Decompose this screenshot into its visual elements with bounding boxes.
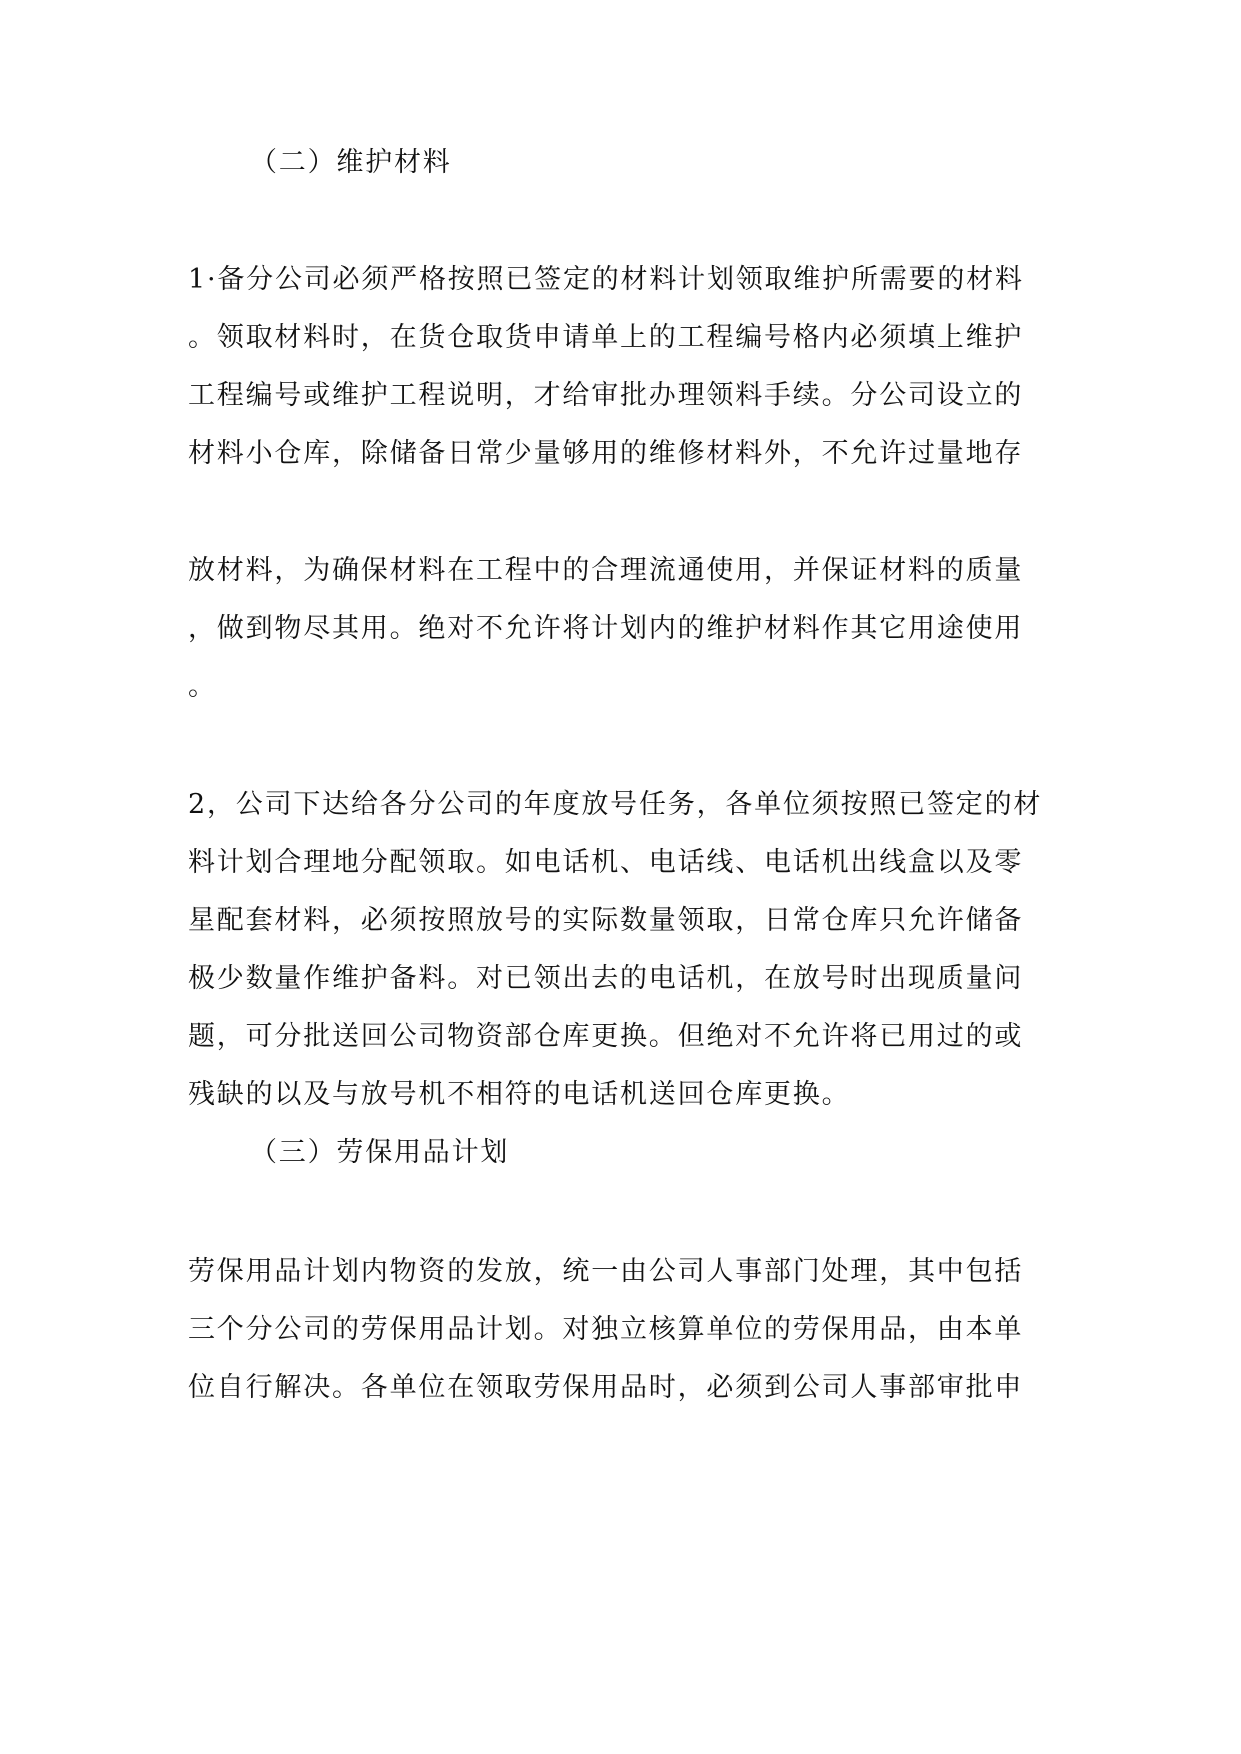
paragraph-line: 2，公司下达给各分公司的年度放号任务，各单位须按照已签定的材 <box>188 789 1043 820</box>
paragraph-line: 材料小仓库，除储备日常少量够用的维修材料外，不允许过量地存 <box>188 438 1024 469</box>
paragraph-line: 题，可分批送回公司物资部仓库更换。但绝对不允许将已用过的或 <box>188 1021 1024 1052</box>
paragraph-line: 位自行解决。各单位在领取劳保用品时，必须到公司人事部审批申 <box>188 1372 1024 1403</box>
paragraph-line: 料计划合理地分配领取。如电话机、电话线、电话机出线盒以及零 <box>188 847 1024 878</box>
paragraph-line: 残缺的以及与放号机不相符的电话机送回仓库更换。 <box>188 1079 851 1110</box>
paragraph-line: 星配套材料，必须按照放号的实际数量领取，日常仓库只允许储备 <box>188 905 1024 936</box>
paragraph-line: 放材料，为确保材料在工程中的合理流通使用，并保证材料的质量 <box>188 555 1024 586</box>
paragraph-line: 极少数量作维护备料。对已领出去的电话机，在放号时出现质量问 <box>188 963 1024 994</box>
paragraph-line: 三个分公司的劳保用品计划。对独立核算单位的劳保用品，由本单 <box>188 1314 1024 1345</box>
section-heading-labor-protection-plan: （三）劳保用品计划 <box>250 1137 510 1168</box>
paragraph-line: ，做到物尽其用。绝对不允许将计划内的维护材料作其它用途使用 <box>188 613 1024 644</box>
paragraph-line: 劳保用品计划内物资的发放，统一由公司人事部门处理，其中包括 <box>188 1256 1024 1287</box>
paragraph-line: 。 <box>188 671 217 702</box>
section-heading-maintenance-materials: （二）维护材料 <box>250 147 452 178</box>
paragraph-line: 1·备分公司必须严格按照已签定的材料计划领取维护所需要的材料 <box>188 264 1024 295</box>
paragraph-line: 。领取材料时，在货仓取货申请单上的工程编号格内必须填上维护 <box>188 322 1024 353</box>
paragraph-line: 工程编号或维护工程说明，才给审批办理领料手续。分公司设立的 <box>188 380 1024 411</box>
